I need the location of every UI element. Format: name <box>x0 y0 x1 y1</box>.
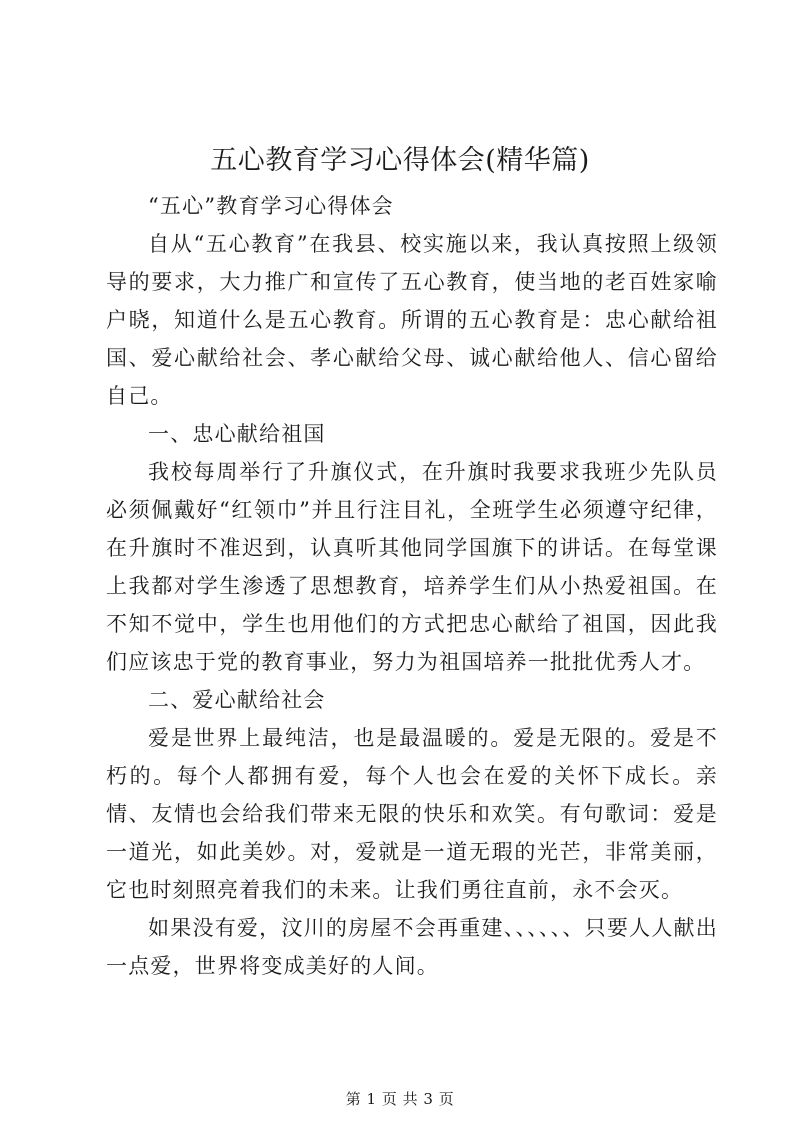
love-paragraph-1: 爱是世界上最纯洁，也是最温暖的。爱是无限的。爱是不朽的。每个人都拥有爱，每个人也会在爱的关怀下成长。亲情、友情也会给我们带来无限的快乐和欢笑。有句歌词：爱是一道光，如此美妙。对，爱就是一道无瑕的光芒，非常美丽，它也时刻照亮着我们的未来。让我们勇往直前，永不会灭。 <box>106 726 718 902</box>
love-paragraph-2: 如果没有爱，汶川的房屋不会再重建、、、、、、只要人人献出一点爱，世界将变成美好的人间。 <box>106 916 718 978</box>
document-subtitle: “五心”教育学习心得体会 <box>148 194 394 218</box>
document-title: 五心教育学习心得体会(精华篇) <box>210 145 590 176</box>
section-heading-loyalty: 一、忠心献给祖国 <box>148 422 326 446</box>
section-heading-love: 二、爱心献给社会 <box>148 688 326 712</box>
loyalty-paragraph: 我校每周举行了升旗仪式，在升旗时我要求我班少先队员必须佩戴好“红领巾”并且行注目礼，全班学生必须遵守纪律，在升旗时不准迟到，认真听其他同学国旗下的讲话。在每堂课上我都对学生渗透了思想教育，培养学生们从小热爱祖国。在不知不觉中，学生也用他们的方式把忠心献给了祖国，因此我们应该忠于党的教育事业，努力为祖国培养一批批优秀人才。 <box>106 460 718 674</box>
document-body <box>106 187 718 985</box>
page-number-footer: 第 1 页 共 3 页 <box>345 1090 455 1108</box>
intro-paragraph: 自从“五心教育”在我县、校实施以来，我认真按照上级领导的要求，大力推广和宣传了五心教育，使当地的老百姓家喻户晓，知道什么是五心教育。所谓的五心教育是：忠心献给祖国、爱心献给社会、孝心献给父母、诚心献给他人、信心留给自己。 <box>106 232 718 408</box>
